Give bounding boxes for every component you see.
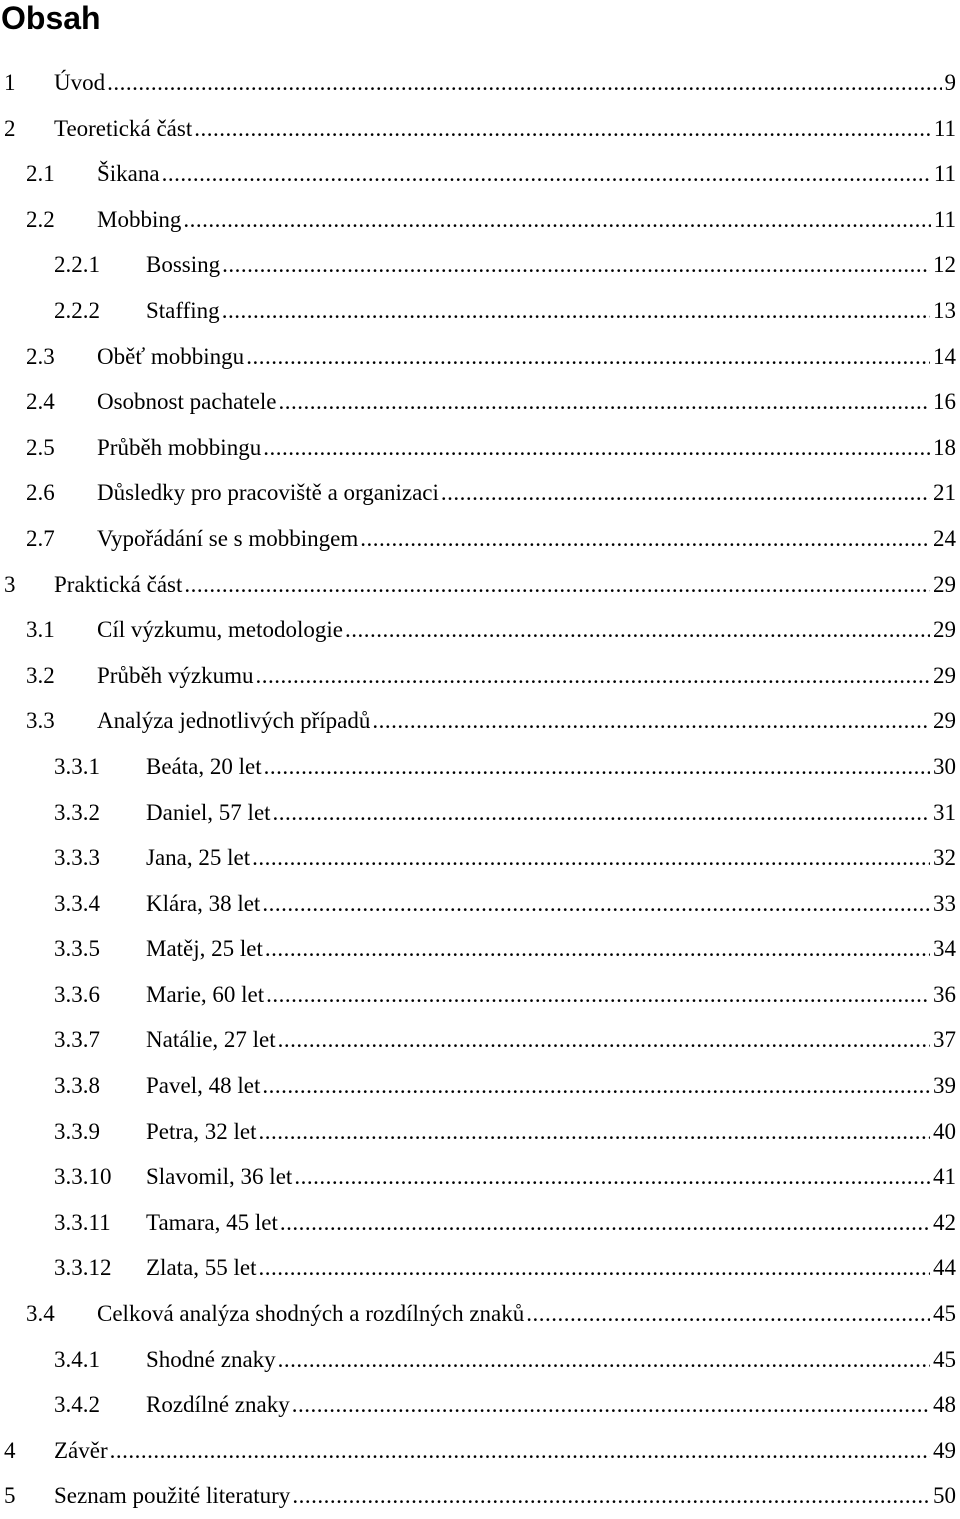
toc-dot-leader xyxy=(292,1382,930,1428)
table-of-contents xyxy=(0,60,960,1519)
toc-entry[interactable] xyxy=(0,607,960,653)
toc-entry-title: Marie, 60 let xyxy=(146,972,264,1018)
toc-dot-leader xyxy=(372,698,930,744)
toc-entry-page-number: 45 xyxy=(933,1291,960,1337)
toc-entry[interactable] xyxy=(0,379,960,425)
toc-entry[interactable] xyxy=(0,790,960,836)
toc-entry-page-number: 48 xyxy=(933,1382,960,1428)
toc-entry-number: 2.3 xyxy=(26,334,97,380)
toc-entry[interactable] xyxy=(0,698,960,744)
toc-dot-leader xyxy=(280,1200,930,1246)
toc-dot-leader xyxy=(222,288,930,334)
toc-entry-number: 2.2 xyxy=(26,197,97,243)
toc-entry[interactable] xyxy=(0,1017,960,1063)
toc-entry-page-number: 21 xyxy=(933,470,960,516)
toc-entry[interactable] xyxy=(0,1473,960,1519)
toc-entry-title: Důsledky pro pracoviště a organizaci xyxy=(97,470,439,516)
toc-entry[interactable] xyxy=(0,1109,960,1155)
toc-entry[interactable] xyxy=(0,1428,960,1474)
toc-entry[interactable] xyxy=(0,972,960,1018)
toc-entry-page-number: 29 xyxy=(933,653,960,699)
toc-entry-page-number: 24 xyxy=(933,516,960,562)
toc-dot-leader xyxy=(110,1428,930,1474)
toc-entry-number: 3.4 xyxy=(26,1291,97,1337)
toc-dot-leader xyxy=(263,425,930,471)
toc-entry-page-number: 44 xyxy=(933,1245,960,1291)
toc-entry[interactable] xyxy=(0,1154,960,1200)
toc-entry-title: Klára, 38 let xyxy=(146,881,260,927)
toc-entry-number: 2.7 xyxy=(26,516,97,562)
toc-dot-leader xyxy=(345,607,930,653)
toc-entry-page-number: 11 xyxy=(934,197,960,243)
toc-entry-page-number: 36 xyxy=(933,972,960,1018)
toc-entry-title: Praktická část xyxy=(54,562,182,608)
toc-entry-title: Petra, 32 let xyxy=(146,1109,257,1155)
toc-entry-title: Jana, 25 let xyxy=(146,835,250,881)
toc-entry-page-number: 31 xyxy=(933,790,960,836)
toc-entry-title: Natálie, 27 let xyxy=(146,1017,276,1063)
toc-dot-leader xyxy=(222,242,930,288)
toc-entry-number: 3.3.1 xyxy=(54,744,146,790)
toc-dot-leader xyxy=(294,1154,930,1200)
toc-dot-leader xyxy=(162,151,931,197)
toc-dot-leader xyxy=(265,926,930,972)
toc-entry-page-number: 49 xyxy=(933,1428,960,1474)
toc-entry-number: 3.3.5 xyxy=(54,926,146,972)
toc-entry-page-number: 42 xyxy=(933,1200,960,1246)
toc-entry-number: 3.3.10 xyxy=(54,1154,146,1200)
toc-entry[interactable] xyxy=(0,106,960,152)
toc-entry-title: Oběť mobbingu xyxy=(97,334,244,380)
toc-entry-title: Slavomil, 36 let xyxy=(146,1154,292,1200)
toc-entry-page-number: 33 xyxy=(933,881,960,927)
toc-entry[interactable] xyxy=(0,1337,960,1383)
toc-entry-title: Šikana xyxy=(97,151,160,197)
toc-dot-leader xyxy=(262,1063,930,1109)
toc-entry-title: Matěj, 25 let xyxy=(146,926,263,972)
toc-entry-number: 2 xyxy=(0,106,54,152)
toc-entry-page-number: 32 xyxy=(933,835,960,881)
toc-entry-number: 2.4 xyxy=(26,379,97,425)
toc-dot-leader xyxy=(264,744,930,790)
toc-entry-page-number: 13 xyxy=(933,288,960,334)
toc-entry[interactable] xyxy=(0,1200,960,1246)
toc-entry-number: 3.3.7 xyxy=(54,1017,146,1063)
toc-dot-leader xyxy=(292,1473,930,1519)
toc-entry[interactable] xyxy=(0,1063,960,1109)
toc-dot-leader xyxy=(256,653,930,699)
toc-entry-title: Staffing xyxy=(146,288,220,334)
toc-dot-leader xyxy=(278,1337,930,1383)
toc-dot-leader xyxy=(183,197,931,243)
toc-entry-page-number: 29 xyxy=(933,698,960,744)
toc-dot-leader xyxy=(526,1291,930,1337)
toc-entry[interactable] xyxy=(0,562,960,608)
toc-entry[interactable] xyxy=(0,470,960,516)
toc-entry-page-number: 29 xyxy=(933,562,960,608)
toc-entry-page-number: 11 xyxy=(934,151,960,197)
toc-dot-leader xyxy=(184,562,930,608)
toc-entry-page-number: 41 xyxy=(933,1154,960,1200)
page-title: Obsah xyxy=(1,0,101,36)
toc-entry[interactable] xyxy=(0,425,960,471)
toc-dot-leader xyxy=(252,835,930,881)
toc-entry-page-number: 40 xyxy=(933,1109,960,1155)
toc-dot-leader xyxy=(278,1017,930,1063)
toc-dot-leader xyxy=(266,972,930,1018)
toc-entry-number: 3.3.6 xyxy=(54,972,146,1018)
toc-dot-leader xyxy=(194,106,931,152)
toc-entry-number: 1 xyxy=(0,60,54,106)
toc-entry-number: 3.3.11 xyxy=(54,1200,146,1246)
toc-entry[interactable] xyxy=(0,653,960,699)
toc-entry-title: Seznam použité literatury xyxy=(54,1473,290,1519)
toc-entry-title: Závěr xyxy=(54,1428,108,1474)
toc-entry[interactable] xyxy=(0,151,960,197)
toc-entry[interactable] xyxy=(0,288,960,334)
toc-dot-leader xyxy=(360,516,930,562)
toc-entry-page-number: 39 xyxy=(933,1063,960,1109)
toc-entry-number: 4 xyxy=(0,1428,54,1474)
toc-entry[interactable] xyxy=(0,1291,960,1337)
toc-entry-page-number: 29 xyxy=(933,607,960,653)
toc-entry-title: Analýza jednotlivých případů xyxy=(97,698,370,744)
toc-entry-number: 3.4.2 xyxy=(54,1382,146,1428)
toc-entry-title: Celková analýza shodných a rozdílných znaků xyxy=(97,1291,524,1337)
toc-entry[interactable] xyxy=(0,1382,960,1428)
toc-entry[interactable] xyxy=(0,1245,960,1291)
toc-dot-leader xyxy=(259,1245,931,1291)
toc-entry-page-number: 37 xyxy=(933,1017,960,1063)
toc-entry-number: 3.2 xyxy=(26,653,97,699)
toc-entry[interactable] xyxy=(0,926,960,972)
toc-entry-page-number: 34 xyxy=(933,926,960,972)
toc-entry-number: 3.1 xyxy=(26,607,97,653)
toc-entry-title: Beáta, 20 let xyxy=(146,744,262,790)
toc-entry-title: Cíl výzkumu, metodologie xyxy=(97,607,343,653)
toc-entry-title: Vypořádání se s mobbingem xyxy=(97,516,358,562)
toc-entry[interactable] xyxy=(0,197,960,243)
toc-entry-page-number: 9 xyxy=(945,60,960,106)
toc-dot-leader xyxy=(441,470,930,516)
toc-entry-title: Průběh mobbingu xyxy=(97,425,261,471)
toc-entry[interactable] xyxy=(0,744,960,790)
toc-entry-number: 2.2.1 xyxy=(54,242,146,288)
toc-entry-number: 2.6 xyxy=(26,470,97,516)
toc-entry-title: Teoretická část xyxy=(54,106,192,152)
toc-entry-number: 2.2.2 xyxy=(54,288,146,334)
toc-entry-page-number: 50 xyxy=(933,1473,960,1519)
toc-entry-title: Průběh výzkumu xyxy=(97,653,254,699)
toc-entry-number: 3.3.4 xyxy=(54,881,146,927)
toc-entry-number: 3.3.9 xyxy=(54,1109,146,1155)
toc-dot-leader xyxy=(246,334,930,380)
toc-entry-number: 3.3.12 xyxy=(54,1245,146,1291)
toc-entry-number: 2.5 xyxy=(26,425,97,471)
toc-entry[interactable] xyxy=(0,881,960,927)
toc-entry-page-number: 18 xyxy=(933,425,960,471)
toc-entry-title: Shodné znaky xyxy=(146,1337,276,1383)
toc-entry-number: 5 xyxy=(0,1473,54,1519)
toc-entry[interactable] xyxy=(0,60,960,106)
toc-entry-page-number: 16 xyxy=(933,379,960,425)
toc-entry-title: Tamara, 45 let xyxy=(146,1200,278,1246)
toc-entry-number: 3.4.1 xyxy=(54,1337,146,1383)
toc-entry-title: Mobbing xyxy=(97,197,181,243)
toc-entry-number: 3 xyxy=(0,562,54,608)
toc-entry[interactable] xyxy=(0,242,960,288)
toc-entry-page-number: 12 xyxy=(933,242,960,288)
toc-entry-page-number: 45 xyxy=(933,1337,960,1383)
toc-dot-leader xyxy=(278,379,930,425)
toc-entry[interactable] xyxy=(0,334,960,380)
toc-entry-number: 2.1 xyxy=(26,151,97,197)
toc-entry-page-number: 30 xyxy=(933,744,960,790)
toc-dot-leader xyxy=(259,1109,931,1155)
toc-entry-number: 3.3 xyxy=(26,698,97,744)
toc-entry-page-number: 11 xyxy=(934,106,960,152)
toc-dot-leader xyxy=(107,60,941,106)
toc-entry-title: Rozdílné znaky xyxy=(146,1382,290,1428)
toc-entry-title: Bossing xyxy=(146,242,220,288)
toc-dot-leader xyxy=(262,881,930,927)
toc-entry-number: 3.3.8 xyxy=(54,1063,146,1109)
toc-entry-number: 3.3.2 xyxy=(54,790,146,836)
toc-entry-page-number: 14 xyxy=(933,334,960,380)
toc-entry-title: Zlata, 55 let xyxy=(146,1245,257,1291)
toc-entry[interactable] xyxy=(0,835,960,881)
toc-dot-leader xyxy=(273,790,930,836)
toc-entry-title: Úvod xyxy=(54,60,105,106)
toc-entry[interactable] xyxy=(0,516,960,562)
toc-entry-title: Osobnost pachatele xyxy=(97,379,276,425)
toc-entry-number: 3.3.3 xyxy=(54,835,146,881)
toc-entry-title: Daniel, 57 let xyxy=(146,790,271,836)
toc-entry-title: Pavel, 48 let xyxy=(146,1063,260,1109)
